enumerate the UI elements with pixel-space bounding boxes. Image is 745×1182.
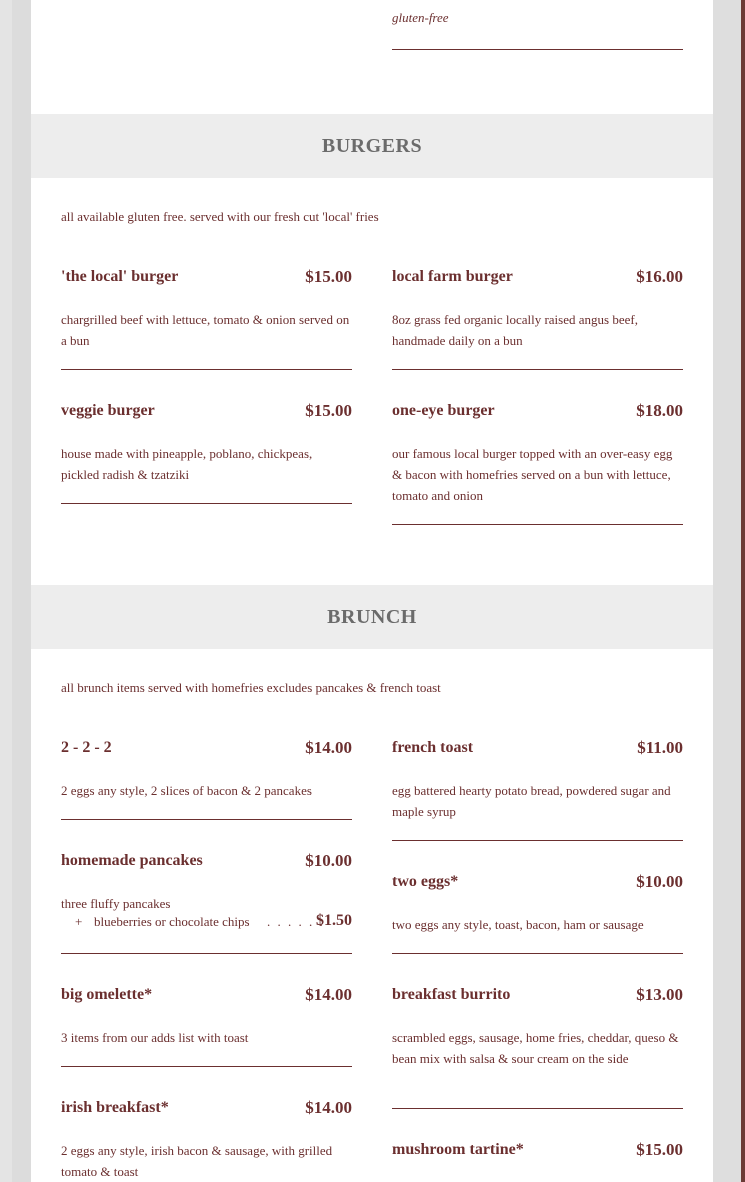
addon-leader-dots: . . . . . . (267, 914, 325, 929)
page-gutter-left (0, 0, 12, 1182)
menu-item-name: big omelette* (61, 986, 153, 1003)
menu-item-description: house made with pineapple, poblano, chickpeas, pickled radish & tzatziki (61, 446, 313, 482)
section-header-brunch (31, 585, 713, 649)
menu-item-price: $10.00 (305, 851, 352, 870)
plus-icon: + (75, 914, 83, 929)
section-note-burgers: all available gluten free. served with our fresh cut 'local' fries (61, 209, 379, 224)
item-divider (392, 369, 683, 370)
menu-item-price: $11.00 (637, 738, 683, 757)
menu-item-price: $10.00 (636, 872, 683, 891)
item-divider (392, 1108, 683, 1109)
menu-item-description: our famous local burger topped with an over-easy egg & bacon with homefries served on a bun with lettuce, tomato and onion (392, 446, 673, 503)
menu-item-description: 2 eggs any style, 2 slices of bacon & 2 pancakes (61, 783, 312, 798)
section-title-burgers: BURGERS (321, 135, 423, 157)
menu-item-description: 2 eggs any style, irish bacon & sausage, with grilled tomato & toast (61, 1143, 333, 1179)
menu-item-description: scrambled eggs, sausage, home fries, cheddar, queso & bean mix with salsa & sour cream on the side (392, 1030, 679, 1066)
menu-item-description: three fluffy pancakes (61, 896, 171, 911)
menu-item-description: two eggs any style, toast, bacon, ham or sausage (392, 917, 644, 932)
menu-item-name: irish breakfast* (61, 1099, 169, 1116)
addon-price: $1.50 (316, 912, 352, 929)
menu-item-name: 'the local' burger (61, 268, 179, 285)
menu-panel (31, 0, 713, 1182)
menu-item-price: $13.00 (636, 985, 683, 1004)
menu-item-price: $14.00 (305, 985, 352, 1004)
menu-item-name: homemade pancakes (61, 852, 203, 869)
item-divider (392, 953, 683, 954)
menu-item-description: egg battered hearty potato bread, powdered sugar and maple syrup (392, 783, 671, 819)
menu-item-price: $15.00 (305, 401, 352, 420)
gluten-free-note: gluten-free (392, 10, 449, 25)
menu-item-name: two eggs* (392, 873, 459, 890)
menu-item-name: 2 - 2 - 2 (61, 739, 112, 756)
menu-item-name: mushroom tartine* (392, 1141, 524, 1158)
section-title-brunch: BRUNCH (327, 606, 417, 628)
scrollbar-track[interactable] (741, 0, 745, 1182)
menu-item-name: french toast (392, 739, 474, 756)
menu-item-price: $15.00 (305, 267, 352, 286)
menu-item-description: 3 items from our adds list with toast (61, 1030, 249, 1045)
menu-item-name: veggie burger (61, 402, 155, 419)
item-divider (61, 369, 352, 370)
item-divider (61, 503, 352, 504)
section-note-brunch: all brunch items served with homefries excludes pancakes & french toast (61, 680, 441, 695)
menu-item-name: local farm burger (392, 268, 513, 285)
menu-item-description: chargrilled beef with lettuce, tomato & onion served on a bun (61, 312, 350, 348)
menu-item-price: $18.00 (636, 401, 683, 420)
item-divider (61, 953, 352, 954)
item-divider (61, 819, 352, 820)
section-header-burgers (31, 114, 713, 178)
menu-item-price: $14.00 (305, 1098, 352, 1117)
item-divider (392, 840, 683, 841)
menu-item-description: 8oz grass fed organic locally raised angus beef, handmade daily on a bun (392, 312, 638, 348)
menu-item-name: breakfast burrito (392, 986, 511, 1003)
item-divider (61, 1066, 352, 1067)
menu-item-price: $15.00 (636, 1140, 683, 1159)
item-divider (392, 524, 683, 525)
item-divider (392, 49, 683, 50)
menu-item-name: one-eye burger (392, 402, 495, 419)
addon-label: blueberries or chocolate chips (94, 914, 250, 929)
menu-item-price: $16.00 (636, 267, 683, 286)
menu-item-price: $14.00 (305, 738, 352, 757)
